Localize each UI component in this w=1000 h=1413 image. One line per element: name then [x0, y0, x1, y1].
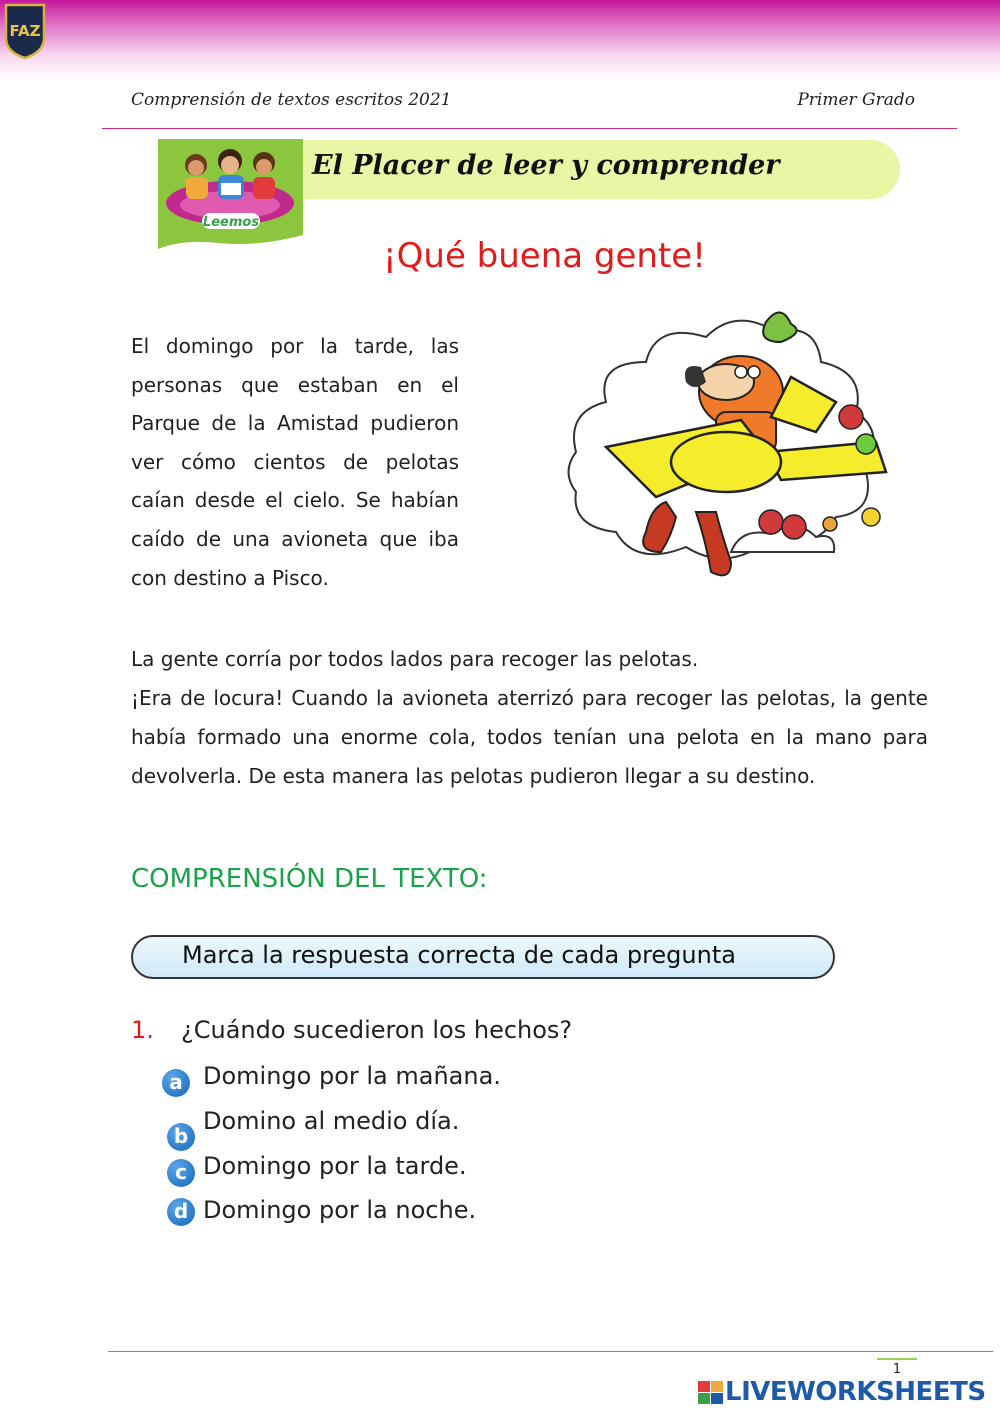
- header-divider: [102, 128, 957, 129]
- option-b-text[interactable]: Domino al medio día.: [203, 1107, 460, 1135]
- document-subject: Comprensión de textos escritos 2021: [131, 90, 452, 110]
- story-body: [131, 640, 928, 796]
- page-number: 1: [877, 1358, 917, 1377]
- liveworksheets-logo-icon: [698, 1381, 724, 1405]
- option-c-text[interactable]: Domingo por la tarde.: [203, 1152, 467, 1180]
- comprehension-heading: COMPRENSIÓN DEL TEXTO:: [131, 864, 488, 894]
- option-c-badge[interactable]: c: [167, 1159, 195, 1187]
- story-title: ¡Qué buena gente!: [383, 236, 706, 276]
- story-paragraph-2: La gente corría por todos lados para recoger las pelotas.: [131, 647, 699, 671]
- footer-divider: [108, 1351, 993, 1352]
- story-paragraph-3: ¡Era de locura! Cuando la avioneta aterrizó para recoger las pelotas, la gente había formado una enorme cola, todos tenían una pelota en la mano para devolverla. De esta manera las pelotas pudieron llegar a su destino.: [131, 686, 928, 788]
- question-number: 1.: [131, 1016, 154, 1044]
- goofy-airplane-illustration: [566, 302, 900, 592]
- option-d-badge[interactable]: d: [167, 1198, 195, 1226]
- top-header-band: [0, 0, 1000, 80]
- faz-logo-text: FAZ: [9, 22, 41, 40]
- grade-label: Primer Grado: [797, 90, 915, 110]
- faz-logo: [3, 2, 47, 60]
- reading-kids-image: [158, 139, 303, 251]
- option-b-badge[interactable]: b: [167, 1123, 195, 1151]
- liveworksheets-brand[interactable]: LIVEWORKSHEETS: [725, 1377, 986, 1407]
- option-d-text[interactable]: Domingo por la noche.: [203, 1196, 477, 1224]
- banner-title: El Placer de leer y comprender: [312, 150, 780, 181]
- story-paragraph-1: El domingo por la tarde, las personas que estaban en el Parque de la Amistad pudieron ver cómo cientos de pelotas caían desde el cielo. Se habían caído de una avioneta que iba con destino a Pisco.: [131, 334, 459, 590]
- instruction-text: Marca la respuesta correcta de cada pregunta: [182, 941, 736, 969]
- question-text: ¿Cuándo sucedieron los hechos?: [181, 1016, 573, 1044]
- option-a-badge[interactable]: a: [162, 1069, 190, 1097]
- leemos-badge-text: Leemos: [202, 215, 260, 230]
- option-a-text[interactable]: Domingo por la mañana.: [203, 1062, 501, 1090]
